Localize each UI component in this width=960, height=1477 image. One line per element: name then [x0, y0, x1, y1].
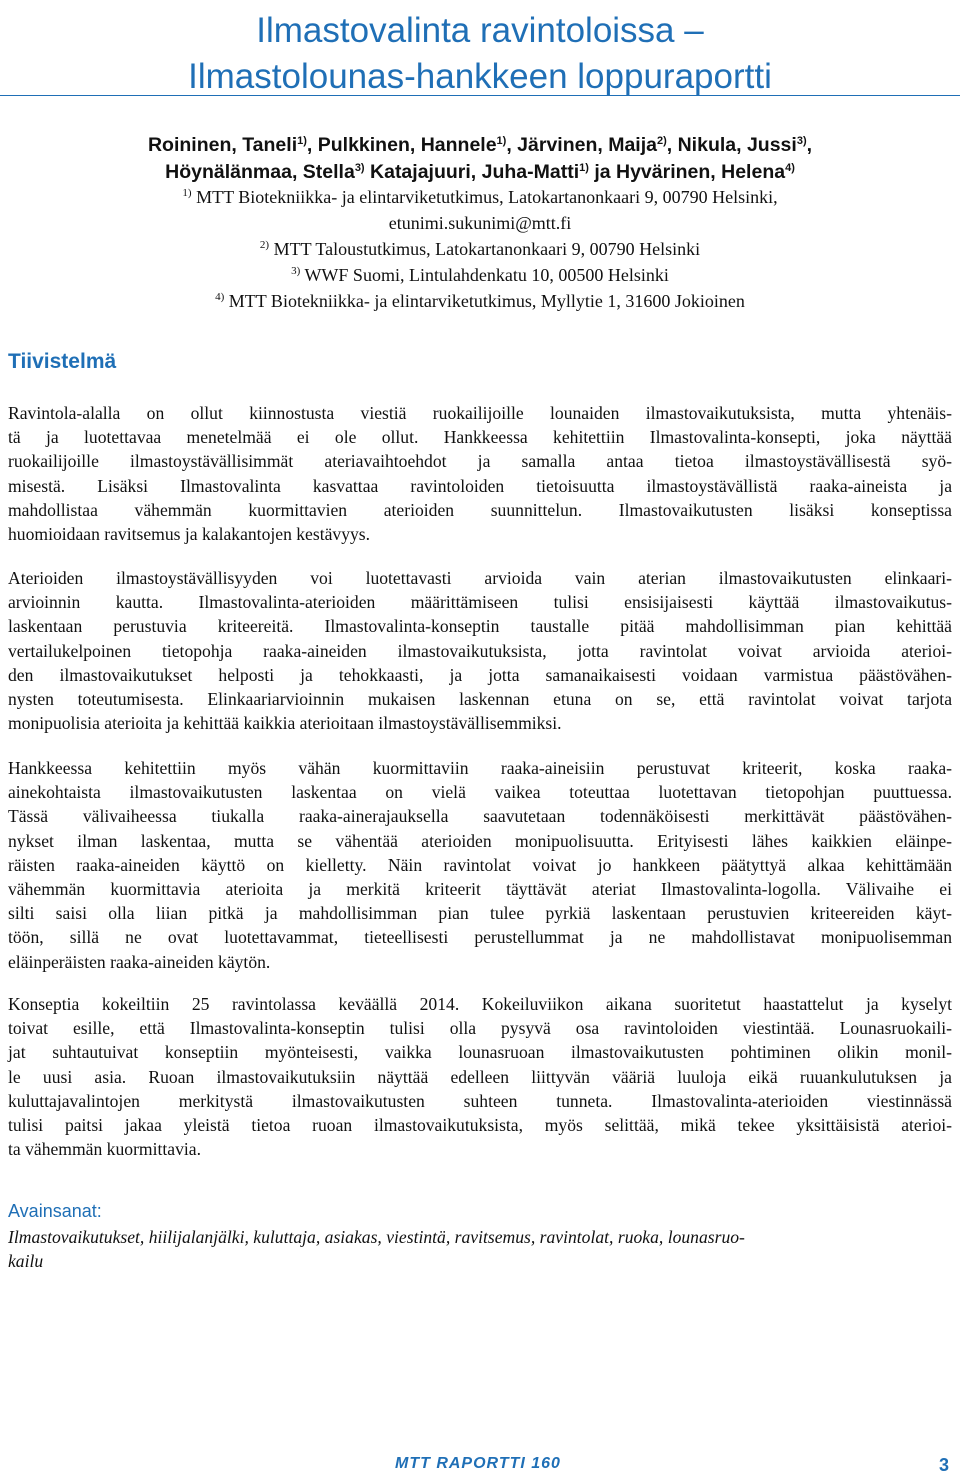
title-divider — [0, 95, 960, 96]
author-affiliation-mark: 1) — [496, 135, 507, 147]
abstract-heading: Tiivistelmä — [8, 350, 117, 373]
keywords-heading: Avainsanat: — [8, 1201, 102, 1221]
title-line-1: Ilmastovalinta ravintoloissa – — [256, 11, 704, 50]
author: Katajajuuri, Juha-Matti — [364, 161, 580, 183]
affiliation-2: $^{2)}$ MTT Taloustutkimus, Latokartanonkaari 9, 00790 Helsinki — [259, 239, 701, 259]
page-number: 3 — [939, 1455, 950, 1475]
author-list — [0, 132, 960, 186]
author-affiliation-mark: 3) — [354, 162, 365, 174]
author: , Nikula, Jussi — [666, 134, 797, 156]
author-affiliation-mark: 4) — [785, 162, 795, 174]
author-separator: , — [806, 134, 813, 156]
author: Roininen, Taneli — [147, 134, 298, 156]
author: ja Hyvärinen, Helena — [588, 161, 786, 183]
author-affiliation-mark: 1) — [297, 135, 307, 147]
report-title — [0, 8, 960, 100]
author: , Pulkkinen, Hannele — [306, 134, 497, 156]
abstract-paragraph-2: Aterioiden ilmastoystävällisyyden voi luotettavasti arvioida vain aterian ilmastovaikutusten elinkaari- arvioinnin kautta. Ilmastovalinta-aterioiden määrittämiseen tulisi ensisijaisesti käyttää ilmastovaikutus- laskentaan perustuvia kriteereitä. Ilmastovalinta-konseptin taustalle pitää mahdollisimman pian kehittää vertailukelpoinen tietopohja raaka-aineiden ilmastovaikutuksista, jotta ravintolat voivat arvioida aterioi- den ilmastovaikutukset helposti ja tehokkaasti, ja jotta samanaikaisesti voidaan varmistua päästövähen- nysten toteutumisesta. Elinkaariarvioinnin mukaisen laskennan etuna on se, että ravintolat voivat tarjota monipuolisia aterioita ja kehittää kaikkia aterioitaan ilmastoystävällisemmiksi. — [8, 568, 952, 734]
affiliation-3: $^{3)}$ WWF Suomi, Lintulahdenkatu 10, 00500 Helsinki — [291, 265, 669, 285]
author-affiliation-mark: 1) — [579, 162, 589, 174]
author-affiliation-mark: 2) — [656, 135, 667, 147]
abstract-paragraph-3: Hankkeessa kehitettiin myös vähän kuormittaviin raaka-aineisiin perustuvat kriteerit, koska raaka- ainekohtaista ilmastovaikutusten laskentaa on vielä vaikea toteuttaa luotettavan tietopohjan puuttuessa. Tässä välivaiheessa tiukalla raaka-ainerajauksella saavutetaan todennäköisesti merkittävät päästövähen- nykset ilman laskentaa, mutta se vähentää aterioiden monipuolisuutta. Erityisesti lähes kaikkien eläinpe- räisten raaka-aineiden käyttö on kielletty. Näin ravintolat voivat jo hankkeen päätyttyä alkaa kehittämään vähemmän kuormittavia aterioita ja merkitä kriteerit täyttävät ateriat Ilmastovalinta-logolla. Välivaihe ei silti saisi olla liian pitkä ja mahdollisimman pian tulee pyrkiä laskentaan perustuvien kriteereiden käyt- töön, sillä ne ovat luotettavammat, tieteellisesti perustellummat ja ne mahdollistavat monipuolisemman eläinperäisten raaka-aineiden käytön. — [8, 758, 952, 972]
series-name: MTT RAPORTTI 160 — [395, 1455, 561, 1472]
abstract-paragraph-4: Konseptia kokeiltiin 25 ravintolassa keväällä 2014. Kokeiluviikon aikana suoritetut haastattelut ja kyselyt toivat esille, että Ilmastovalinta-konseptin tulisi olla pysyvä osa ravintoloiden viestintää. Lounasruokaili- jat suhtautuivat konseptiin myönteisesti, vaikka lounasruoan ilmastovaikutusten pohtiminen olikin monil- le uusi asia. Ruoan ilmastovaikutuksiin näyttää edelleen liittyvän vääriä luuloja eikä ruuankulutuksen ja kuluttajavalintojen merkitystä ilmastovaikutusten suhteen tunneta. Ilmastovalinta-aterioiden viestinnässä tulisi paitsi jakaa yleistä tietoa ruoan ilmastovaikutuksista, myös selittää, mikä tekee yksittäisistä aterioi- ta vähemmän kuormittavia. — [8, 994, 952, 1160]
abstract-paragraph-1: Ravintola-alalla on ollut kiinnostusta viestiä ruokailijoille lounaiden ilmastovaikutuksista, mutta yhtenäis- tä ja luotettavaa menetelmää ei ole ollut. Hankkeessa kehitettiin Ilmastovalinta-konsepti, joka näyttää ruokailijoille ilmastoystävällisimmät ateriavaihtoehdot ja samalla antaa tietoa ilmastoystävällisestä syö- misestä. Lisäksi Ilmastovalinta kasvattaa ravintoloiden tietoisuutta ilmastoystävällistä raaka-aineista ja mahdollistaa vähemmän kuormittavien aterioiden suunnittelun. Ilmastovaikutusten lisäksi konseptissa huomioidaan ravitsemus ja kalakantojen kestävyys. — [8, 403, 952, 545]
affiliation-4: $^{4)}$ MTT Biotekniikka- ja elintarviketutkimus, Myllytie 1, 31600 Jokioinen — [215, 291, 745, 311]
author: , Järvinen, Maija — [506, 134, 657, 156]
author: Höynälänmaa, Stella — [165, 161, 355, 183]
affiliation-1: $^{1)}$ MTT Biotekniikka- ja elintarviketutkimus, Latokartanonkaari 9, 00790 Helsinki, etunimi.sukunimi@mtt.fi — [182, 187, 778, 233]
contact-email: etunimi.sukunimi@mtt.fi — [388, 213, 572, 233]
title-line-2: Ilmastolounas-hankkeen loppuraportti — [188, 57, 772, 96]
author-affiliation-mark: 3) — [796, 135, 807, 147]
keywords-list: Ilmastovaikutukset, hiilijalanjälki, kuluttaja, asiakas, viestintä, ravitsemus, ravintolat, ruoka, lounasruo- kailu — [8, 1227, 745, 1272]
